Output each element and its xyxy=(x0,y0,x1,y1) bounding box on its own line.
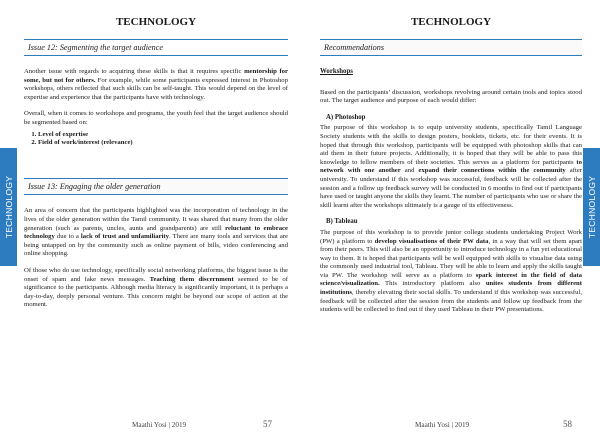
issue-12-heading: Issue 12: Segmenting the target audience xyxy=(24,39,288,56)
emphasis-text: mentorship for some, but not for others. xyxy=(24,68,288,84)
emphasis-text: to network with one another xyxy=(320,158,582,175)
text-run: The purpose of this workshop is to provide junior college students undertaking Project Work (PW) a platform to xyxy=(320,228,582,245)
side-tab-right-label: TECHNOLOGY xyxy=(586,175,597,239)
recommendations-heading: Recommendations xyxy=(320,39,582,56)
side-tab-left-label: TECHNOLOGY xyxy=(3,175,14,239)
text-run: An area of concern that the participants highlighted was the incorporation of technology in the lives of the older generation within the Tamil community. It was shared that many from the older generation (such as parents, uncles, aunts and grandparents) are still xyxy=(24,207,288,232)
issue-13-paragraph-2 xyxy=(24,267,288,310)
emphasis-text: develop visualisations of their PW data xyxy=(374,237,489,245)
tableau-heading: B) Tableau xyxy=(326,218,358,226)
issue-12-paragraph-1 xyxy=(24,68,288,102)
emphasis-text: expand their connections within the community xyxy=(418,167,566,175)
workshops-heading: Workshops xyxy=(320,68,353,75)
emphasis-text: spark interest in the field of data science/visualization. xyxy=(320,271,582,288)
photoshop-paragraph xyxy=(320,124,582,210)
emphasis-text: unites students from different institutions xyxy=(320,280,582,297)
text-run: , thereby elevating their social skills. To understand if this workshop was successful, feedback will be collected after the session from the students and follow up feedback from the students will be collected to find out if they used Tableau in their PW presentations. xyxy=(320,289,582,314)
issue-12-paragraph-2: Overall, when it comes to workshops and programs, the youth feel that the target audience should be segmented based on: xyxy=(24,110,288,126)
page-number: 57 xyxy=(263,419,272,429)
text-run: . There are many tools and services that are being untapped on by the community such as online payment of bills, video conferencing and online shopping. xyxy=(24,233,288,258)
left-page xyxy=(24,0,288,433)
page-title: TECHNOLOGY xyxy=(410,16,492,28)
page-number: 58 xyxy=(563,419,572,429)
tableau-paragraph xyxy=(320,229,582,315)
segment-list xyxy=(24,131,288,148)
issue-13-heading: Issue 13: Engaging the older generation xyxy=(24,178,288,195)
page-title: TECHNOLOGY xyxy=(115,16,197,28)
text-run: and xyxy=(400,167,419,175)
text-run: Of those who do use technology, specifically social networking platforms, the biggest issue is the onset of spam and fake news messages. xyxy=(24,266,288,283)
list-item: 2. Field of work/interest (relevance) xyxy=(38,139,288,147)
text-run: due to a xyxy=(54,233,81,241)
footer-author: Maathi Yosi | 2019 xyxy=(415,421,470,429)
emphasis-text: reluctant to embrace technology xyxy=(24,224,288,241)
text-run: , in a way that will set them apart from their peers. This will also be an opportunity to introduce technology in a fun yet educational way to them. It is hoped that participants will be well equipped with skills to visualise data using the commonly used industrial tool, Tableau. They will be able to learn and apply the skills taught via PW. The workshop will serve as a platform to xyxy=(320,237,582,279)
text-run: after university. To understand if this workshop was successful, feedback will be collected after the session and a follow up feedback survey will be conducted in 6 months to find out if participants have used or taught anyone the skills they learnt. The number of participants who use or share the skill learnt after the workshops ultimately is a gauge of its effectiveness. xyxy=(320,167,583,209)
side-tab-left xyxy=(0,148,17,266)
issue-13-paragraph-1 xyxy=(24,207,288,259)
emphasis-text: lack of trust and unfamiliarity xyxy=(80,233,169,241)
footer-author: Maathi Yosi | 2019 xyxy=(132,421,187,429)
photoshop-heading: A) Photoshop xyxy=(326,113,366,121)
list-item: 1. Level of expertise xyxy=(38,131,288,139)
emphasis-text: Teaching them discernment xyxy=(149,275,234,283)
text-run: For example, while some participants expressed interest in Photoshop workshops, others reflected that such skills can be self-taught. This would depend on the level of expertise and experience that the participants have with technology. xyxy=(24,76,288,101)
text-run: This introductory platform also xyxy=(379,280,486,288)
text-run: The purpose of this workshop is to equip university students, specifically Tamil Language Society students with the skills to design posters, booklets, tickets, etc. for their events. It is hoped that through this workshop, participants will be equipped with photoshop skills that can aid them in their future projects. Additionally, it is hoped that they will be able to pass this knowledge to fellow members of their societies. This serves as a platform for participants xyxy=(320,124,582,166)
right-page xyxy=(320,0,582,433)
workshops-intro: Based on the participants’ discussion, workshops revolving around certain tools and topics stood out. The target audience and purpose of each would differ: xyxy=(320,88,582,105)
text-run: seemed to be of significance to the participants. Although media literacy is significantly important, it is perhaps a day-to-day, deeply personal venture. This concern might be beyond our scope of action at the moment. xyxy=(24,275,289,309)
text-run: Another issue with regards to acquiring these skills is that it requires specific xyxy=(24,68,245,75)
side-tab-right xyxy=(583,148,600,266)
